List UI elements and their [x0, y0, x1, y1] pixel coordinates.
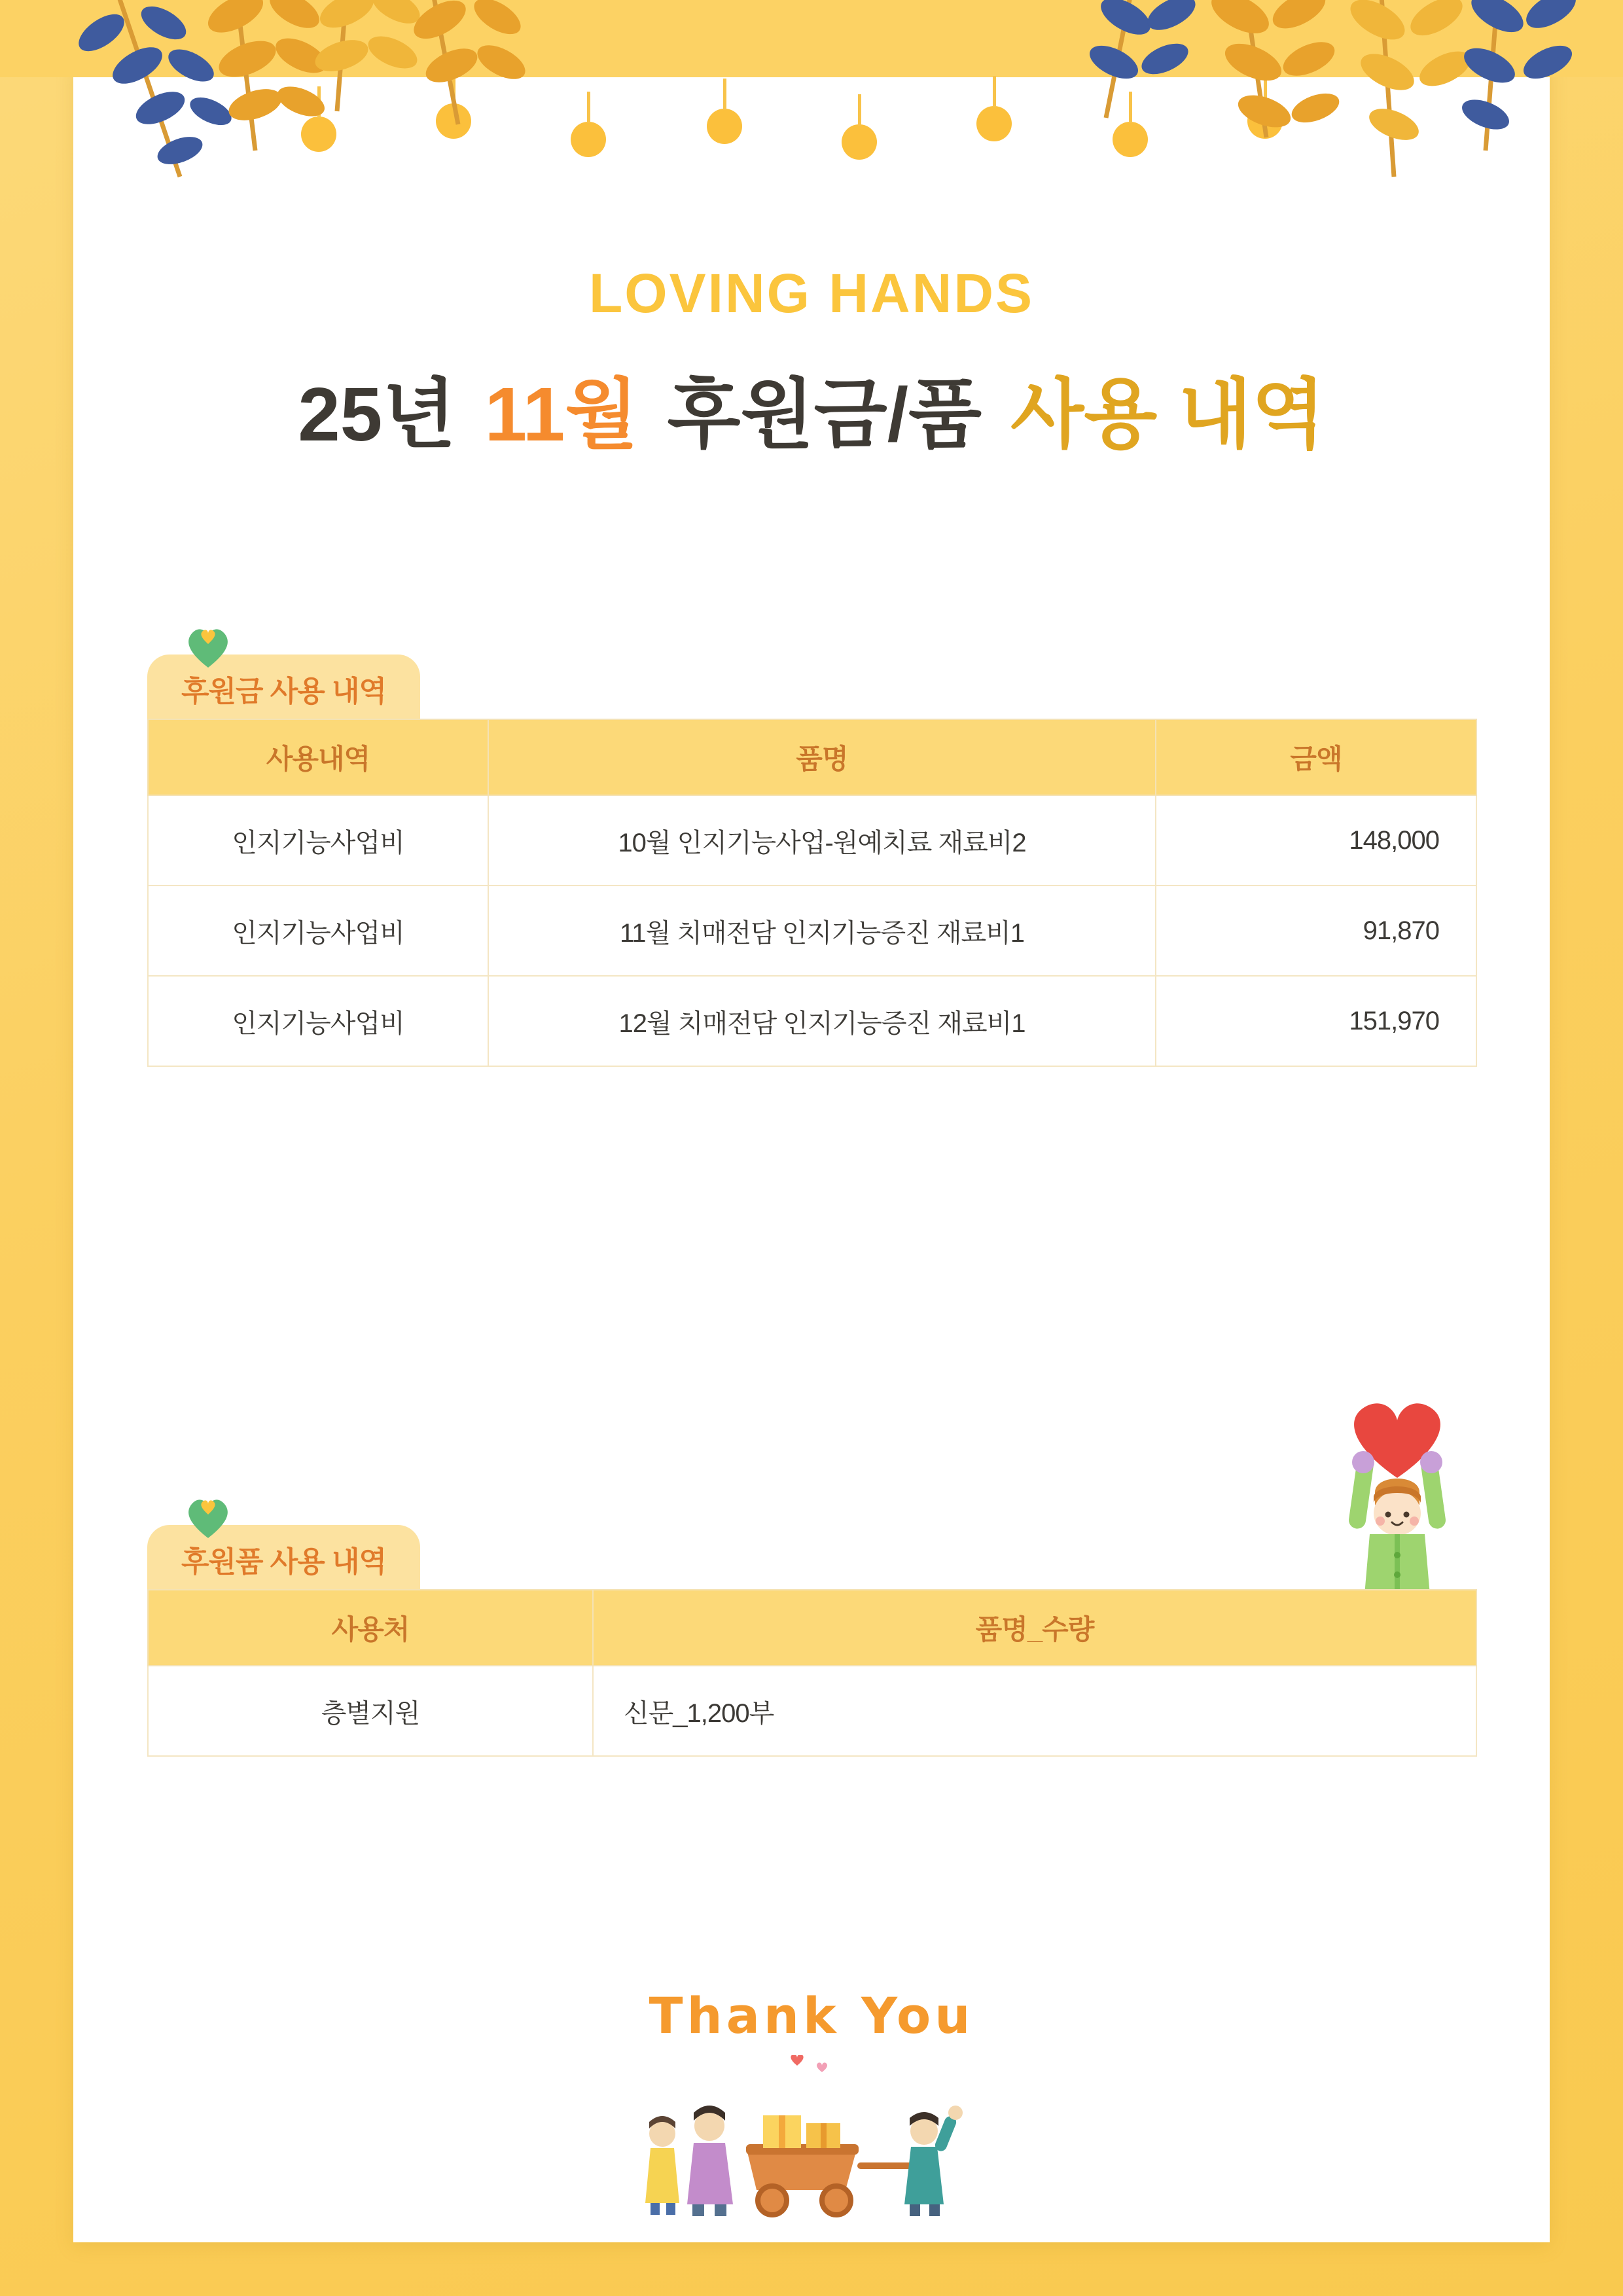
heart-icon	[184, 626, 232, 669]
leaf-cluster-right	[1027, 0, 1616, 229]
donation-goods-table	[147, 1589, 1477, 1757]
cell-amount: 148,000	[1156, 795, 1476, 886]
table-header-row	[148, 1590, 1476, 1666]
cell-item: 11월 치매전담 인지기능증진 재료비1	[488, 886, 1156, 976]
cell-item: 12월 치매전담 인지기능증진 재료비1	[488, 976, 1156, 1066]
cell-place: 층별지원	[148, 1666, 593, 1756]
cell-amount: 91,870	[1156, 886, 1476, 976]
donation-goods-section	[147, 1525, 1477, 1757]
col-item-qty: 품명_수량	[593, 1590, 1476, 1666]
donation-goods-tab	[147, 1525, 420, 1589]
donation-money-tab-label: 후원금 사용 내역	[181, 675, 386, 708]
donation-goods-tab-label: 후원품 사용 내역	[181, 1546, 386, 1578]
table-row	[148, 1666, 1476, 1756]
leaf-cluster-left	[39, 0, 628, 223]
title-month: 11월	[484, 372, 639, 457]
donation-money-table	[147, 719, 1477, 1067]
cell-amount: 151,970	[1156, 976, 1476, 1066]
col-amount: 금액	[1156, 719, 1476, 795]
brand-title: LOVING HANDS	[588, 262, 1035, 324]
heart-icon	[184, 1496, 232, 1539]
title-year: 25년	[298, 372, 456, 457]
cell-item: 10월 인지기능사업-원예치료 재료비2	[488, 795, 1156, 886]
col-place: 사용처	[148, 1590, 593, 1666]
title-tail: 사용 내역	[1010, 372, 1325, 457]
table-row	[148, 976, 1476, 1066]
people-with-cart-illustration	[628, 2055, 995, 2219]
cell-usage: 인지기능사업비	[148, 886, 488, 976]
page-title	[0, 353, 1623, 463]
title-mid: 후원금/품	[667, 372, 982, 457]
col-usage: 사용내역	[148, 719, 488, 795]
donation-money-section	[147, 655, 1477, 1067]
table-header-row	[148, 719, 1476, 795]
cell-usage: 인지기능사업비	[148, 795, 488, 886]
table-row	[148, 886, 1476, 976]
col-item: 품명	[488, 719, 1156, 795]
bulb-icon	[976, 106, 1012, 141]
bulb-icon	[707, 109, 742, 144]
thank-you-text	[0, 1986, 1623, 2045]
cell-item-qty: 신문_1,200부	[593, 1666, 1476, 1756]
donation-money-tab	[147, 655, 420, 719]
thank-you-label: Thank You	[649, 1986, 974, 2045]
table-row	[148, 795, 1476, 886]
cell-usage: 인지기능사업비	[148, 976, 488, 1066]
top-decoration-band	[0, 0, 1623, 236]
bulb-icon	[842, 124, 877, 160]
